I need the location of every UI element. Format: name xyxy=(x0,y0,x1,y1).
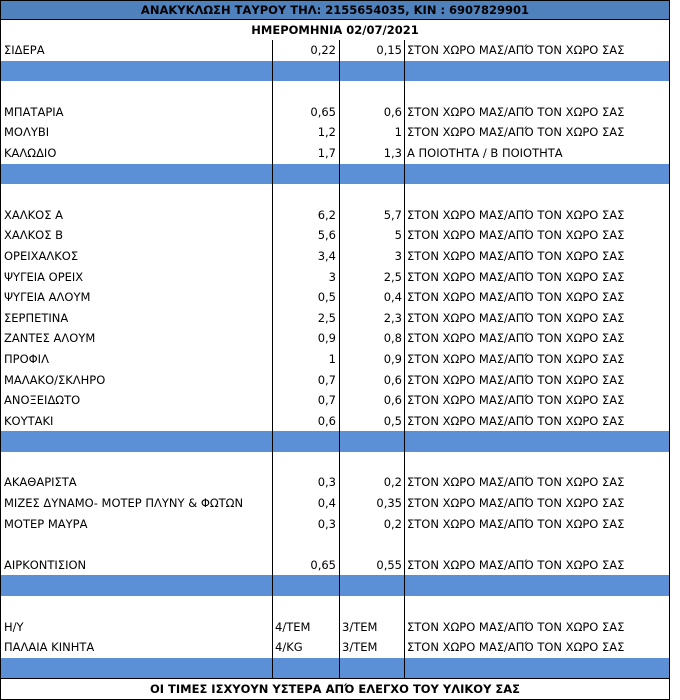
note-cell[interactable] xyxy=(405,184,671,205)
price-your-site-cell[interactable]: 0,35 xyxy=(340,493,405,514)
material-name-cell[interactable] xyxy=(1,596,273,617)
price-our-site-cell[interactable]: 0,3 xyxy=(273,472,340,493)
note-cell[interactable]: ΣΤΟΝ ΧΩΡΟ ΜΑΣ/ΑΠΌ ΤΟΝ ΧΩΡΟ ΣΑΣ xyxy=(407,496,625,511)
table-row xyxy=(0,493,670,514)
material-name-cell[interactable]: ΣΙΔΕΡΑ xyxy=(1,40,273,61)
table-row xyxy=(0,452,670,473)
separator-row xyxy=(0,575,670,596)
table-row xyxy=(0,637,670,658)
table-row xyxy=(0,514,670,535)
price-your-site-cell[interactable] xyxy=(340,184,405,205)
note-cell[interactable]: ΣΤΟΝ ΧΩΡΟ ΜΑΣ/ΑΠΌ ΤΟΝ ΧΩΡΟ ΣΑΣ xyxy=(407,310,625,325)
price-our-site-cell[interactable] xyxy=(273,452,340,473)
separator-cell xyxy=(273,164,340,185)
price-your-site-cell[interactable]: 0,9 xyxy=(340,349,405,370)
note-cell[interactable] xyxy=(405,81,671,102)
price-your-site-cell[interactable]: 5,7 xyxy=(340,205,405,226)
price-your-site-cell[interactable]: 3 xyxy=(340,246,405,267)
price-our-site-cell[interactable]: 0,22 xyxy=(273,40,340,61)
price-our-site-cell[interactable]: 0,6 xyxy=(273,411,340,432)
table-row xyxy=(0,81,670,102)
price-rows xyxy=(0,40,670,678)
table-row xyxy=(0,596,670,617)
note-cell[interactable]: ΣΤΟΝ ΧΩΡΟ ΜΑΣ/ΑΠΌ ΤΟΝ ΧΩΡΟ ΣΑΣ xyxy=(407,228,625,243)
material-name-cell[interactable]: ΑΝΟΞΕΙΔΩΤΟ xyxy=(1,390,273,411)
separator-row xyxy=(0,658,670,679)
material-name-cell[interactable]: ΜΙΖΕΣ ΔΥΝΑΜΟ- ΜΟΤΕΡ ΠΛΥΝΥ & ΦΩΤΩΝ xyxy=(1,493,273,514)
price-our-site-cell[interactable]: 1,2 xyxy=(273,122,340,143)
price-your-site-cell[interactable]: 1,3 xyxy=(340,143,405,164)
material-name-cell[interactable] xyxy=(1,81,273,102)
separator-cell xyxy=(1,61,273,82)
price-our-site-cell[interactable]: 0,65 xyxy=(273,555,340,576)
note-cell[interactable]: ΣΤΟΝ ΧΩΡΟ ΜΑΣ/ΑΠΌ ΤΟΝ ΧΩΡΟ ΣΑΣ xyxy=(407,393,625,408)
sheet-date: ΗΜΕΡΟΜΗΝΙΑ 02/07/2021 xyxy=(0,20,670,40)
material-name-cell[interactable]: ΨΥΓΕΙΑ ΑΛΟΥΜ xyxy=(1,287,273,308)
price-our-site-cell[interactable]: 0,65 xyxy=(273,102,340,123)
table-row xyxy=(0,390,670,411)
table-row xyxy=(0,184,670,205)
note-cell[interactable]: ΣΤΟΝ ΧΩΡΟ ΜΑΣ/ΑΠΌ ΤΟΝ ΧΩΡΟ ΣΑΣ xyxy=(407,269,625,284)
material-name-cell[interactable]: ΟΡΕΙΧΑΛΚΟΣ xyxy=(1,246,273,267)
material-name-cell[interactable]: ΚΑΛΩΔΙΟ xyxy=(1,143,273,164)
price-your-site-cell[interactable]: 0,2 xyxy=(340,514,405,535)
note-cell[interactable]: ΣΤΟΝ ΧΩΡΟ ΜΑΣ/ΑΠΌ ΤΟΝ ΧΩΡΟ ΣΑΣ xyxy=(407,516,625,531)
note-cell[interactable]: ΣΤΟΝ ΧΩΡΟ ΜΑΣ/ΑΠΌ ΤΟΝ ΧΩΡΟ ΣΑΣ xyxy=(407,104,625,119)
price-your-site-cell[interactable]: 3/ΤΕΜ xyxy=(340,637,405,658)
price-our-site-cell[interactable]: 0,4 xyxy=(273,493,340,514)
table-row xyxy=(0,287,670,308)
table-row xyxy=(0,246,670,267)
note-cell[interactable] xyxy=(405,452,671,473)
price-your-site-cell[interactable]: 2,5 xyxy=(340,267,405,288)
note-cell[interactable] xyxy=(405,596,671,617)
price-our-site-cell[interactable]: 6,2 xyxy=(273,205,340,226)
table-row xyxy=(0,617,670,638)
table-row xyxy=(0,411,670,432)
separator-cell xyxy=(1,658,273,679)
note-cell[interactable]: ΣΤΟΝ ΧΩΡΟ ΜΑΣ/ΑΠΌ ΤΟΝ ΧΩΡΟ ΣΑΣ xyxy=(407,290,625,305)
material-name-cell[interactable]: ΜΑΛΑΚΟ/ΣΚΛΗΡΟ xyxy=(1,370,273,391)
price-our-site-cell[interactable]: 3 xyxy=(273,267,340,288)
table-row xyxy=(0,328,670,349)
separator-cell xyxy=(1,575,273,596)
note-cell[interactable]: ΣΤΟΝ ΧΩΡΟ ΜΑΣ/ΑΠΌ ΤΟΝ ΧΩΡΟ ΣΑΣ xyxy=(407,640,625,655)
price-your-site-cell[interactable]: 0,6 xyxy=(340,390,405,411)
material-name-cell[interactable]: ΑΚΑΘΑΡΙΣΤΑ xyxy=(1,472,273,493)
separator-cell xyxy=(1,164,273,185)
price-our-site-cell[interactable] xyxy=(273,534,340,555)
price-your-site-cell[interactable]: 1 xyxy=(340,122,405,143)
price-our-site-cell[interactable] xyxy=(273,81,340,102)
note-cell[interactable]: ΣΤΟΝ ΧΩΡΟ ΜΑΣ/ΑΠΌ ΤΟΝ ΧΩΡΟ ΣΑΣ xyxy=(407,43,625,57)
material-name-cell[interactable] xyxy=(1,184,273,205)
price-our-site-cell[interactable]: 1,7 xyxy=(273,143,340,164)
material-name-cell[interactable] xyxy=(1,452,273,473)
separator-cell xyxy=(1,431,273,452)
material-name-cell[interactable]: ΠΡΟΦΙΛ xyxy=(1,349,273,370)
material-name-cell[interactable]: ΜΠΑΤΑΡΙΑ xyxy=(1,102,273,123)
note-cell[interactable]: ΣΤΟΝ ΧΩΡΟ ΜΑΣ/ΑΠΌ ΤΟΝ ΧΩΡΟ ΣΑΣ xyxy=(407,372,625,387)
price-your-site-cell[interactable]: 0,4 xyxy=(340,287,405,308)
material-name-cell[interactable]: ΜΟΤΕΡ ΜΑΥΡΑ xyxy=(1,514,273,535)
note-cell[interactable]: ΣΤΟΝ ΧΩΡΟ ΜΑΣ/ΑΠΌ ΤΟΝ ΧΩΡΟ ΣΑΣ xyxy=(407,475,625,490)
separator-cell xyxy=(273,658,340,679)
note-cell[interactable]: ΣΤΟΝ ΧΩΡΟ ΜΑΣ/ΑΠΌ ΤΟΝ ΧΩΡΟ ΣΑΣ xyxy=(407,207,625,222)
table-row xyxy=(0,534,670,555)
table-row xyxy=(0,267,670,288)
price-our-site-cell[interactable]: 4/ΤΕΜ xyxy=(273,617,340,638)
price-your-site-cell[interactable] xyxy=(340,596,405,617)
table-row xyxy=(0,102,670,123)
price-our-site-cell[interactable]: 3,4 xyxy=(273,246,340,267)
material-name-cell[interactable]: ΑΙΡΚΟΝΤΙΣΙΟΝ xyxy=(1,555,273,576)
table-row xyxy=(0,555,670,576)
material-name-cell[interactable]: ΠΑΛΑΙΑ ΚΙΝΗΤΑ xyxy=(1,637,273,658)
note-cell[interactable]: Α ΠΟΙΟΤΗΤΑ / Β ΠΟΙΟΤΗΤΑ xyxy=(407,145,563,160)
table-row xyxy=(0,308,670,329)
note-cell[interactable]: ΣΤΟΝ ΧΩΡΟ ΜΑΣ/ΑΠΌ ΤΟΝ ΧΩΡΟ ΣΑΣ xyxy=(407,248,625,263)
price-our-site-cell[interactable] xyxy=(273,596,340,617)
separator-cell xyxy=(273,61,340,82)
separator-cell xyxy=(273,431,340,452)
price-our-site-cell[interactable] xyxy=(273,184,340,205)
separator-cell xyxy=(340,164,405,185)
table-row xyxy=(0,472,670,493)
separator-row xyxy=(0,61,670,82)
price-our-site-cell[interactable]: 0,5 xyxy=(273,287,340,308)
price-your-site-cell[interactable]: 0,8 xyxy=(340,328,405,349)
price-our-site-cell[interactable]: 0,3 xyxy=(273,514,340,535)
separator-row xyxy=(0,431,670,452)
price-your-site-cell[interactable]: 0,6 xyxy=(340,102,405,123)
table-row xyxy=(0,143,670,164)
price-our-site-cell[interactable]: 0,7 xyxy=(273,370,340,391)
price-your-site-cell[interactable]: 5 xyxy=(340,225,405,246)
separator-cell xyxy=(340,61,405,82)
note-cell[interactable]: ΣΤΟΝ ΧΩΡΟ ΜΑΣ/ΑΠΌ ΤΟΝ ΧΩΡΟ ΣΑΣ xyxy=(407,413,625,428)
note-cell[interactable]: ΣΤΟΝ ΧΩΡΟ ΜΑΣ/ΑΠΌ ΤΟΝ ΧΩΡΟ ΣΑΣ xyxy=(407,557,625,572)
table-row xyxy=(0,122,670,143)
note-cell[interactable]: ΣΤΟΝ ΧΩΡΟ ΜΑΣ/ΑΠΌ ΤΟΝ ΧΩΡΟ ΣΑΣ xyxy=(407,351,625,366)
note-cell[interactable]: ΣΤΟΝ ΧΩΡΟ ΜΑΣ/ΑΠΌ ΤΟΝ ΧΩΡΟ ΣΑΣ xyxy=(407,619,625,634)
price-our-site-cell[interactable]: 0,7 xyxy=(273,390,340,411)
price-your-site-cell[interactable]: 0,15 xyxy=(340,40,405,61)
price-our-site-cell[interactable]: 2,5 xyxy=(273,308,340,329)
separator-row xyxy=(0,164,670,185)
price-your-site-cell[interactable]: 0,5 xyxy=(340,411,405,432)
material-name-cell[interactable]: ΣΕΡΠΕΤΙΝΑ xyxy=(1,308,273,329)
price-your-site-cell[interactable]: 0,2 xyxy=(340,472,405,493)
material-name-cell[interactable]: ΨΥΓΕΙΑ ΟΡΕΙΧ xyxy=(1,267,273,288)
note-cell[interactable]: ΣΤΟΝ ΧΩΡΟ ΜΑΣ/ΑΠΌ ΤΟΝ ΧΩΡΟ ΣΑΣ xyxy=(407,125,625,140)
price-your-site-cell[interactable]: 2,3 xyxy=(340,308,405,329)
note-cell[interactable] xyxy=(405,534,671,555)
material-name-cell[interactable] xyxy=(1,534,273,555)
sheet-footer: ΟΙ ΤΙΜΕΣ ΙΣΧΥΟΥΝ ΥΣΤΕΡΑ ΑΠΌ ΕΛΕΓΧΟ ΤΟΥ ΥΛΙΚΟΥ ΣΑΣ xyxy=(0,678,670,700)
material-name-cell[interactable]: ΜΟΛΥΒΙ xyxy=(1,122,273,143)
separator-cell xyxy=(340,658,405,679)
sheet-title: ΑΝΑΚΥΚΛΩΣΗ ΤΑΥΡΟΥ ΤΗΛ: 2155654035, ΚΙΝ : 6907829901 xyxy=(0,0,670,20)
price-our-site-cell[interactable]: 0,9 xyxy=(273,328,340,349)
price-your-site-cell[interactable] xyxy=(340,534,405,555)
table-row xyxy=(0,225,670,246)
material-name-cell[interactable]: Η/Υ xyxy=(1,617,273,638)
separator-cell xyxy=(340,575,405,596)
price-your-site-cell[interactable] xyxy=(340,452,405,473)
price-your-site-cell[interactable]: 0,6 xyxy=(340,370,405,391)
price-our-site-cell[interactable]: 4/KG xyxy=(273,637,340,658)
separator-cell xyxy=(273,575,340,596)
price-your-site-cell[interactable] xyxy=(340,81,405,102)
price-your-site-cell[interactable]: 0,55 xyxy=(340,555,405,576)
note-cell[interactable]: ΣΤΟΝ ΧΩΡΟ ΜΑΣ/ΑΠΌ ΤΟΝ ΧΩΡΟ ΣΑΣ xyxy=(407,331,625,346)
table-row xyxy=(0,205,670,226)
price-your-site-cell[interactable]: 3/ΤΕΜ xyxy=(340,617,405,638)
table-row xyxy=(0,349,670,370)
material-name-cell[interactable]: ΧΑΛΚΟΣ Α xyxy=(1,205,273,226)
price-our-site-cell[interactable]: 1 xyxy=(273,349,340,370)
material-name-cell[interactable]: ΚΟΥΤΑΚΙ xyxy=(1,411,273,432)
material-name-cell[interactable]: ΧΑΛΚΟΣ Β xyxy=(1,225,273,246)
table-row xyxy=(0,370,670,391)
table-row xyxy=(0,40,670,61)
price-our-site-cell[interactable]: 5,6 xyxy=(273,225,340,246)
separator-cell xyxy=(340,431,405,452)
material-name-cell[interactable]: ΖΑΝΤΕΣ ΑΛΟΥΜ xyxy=(1,328,273,349)
